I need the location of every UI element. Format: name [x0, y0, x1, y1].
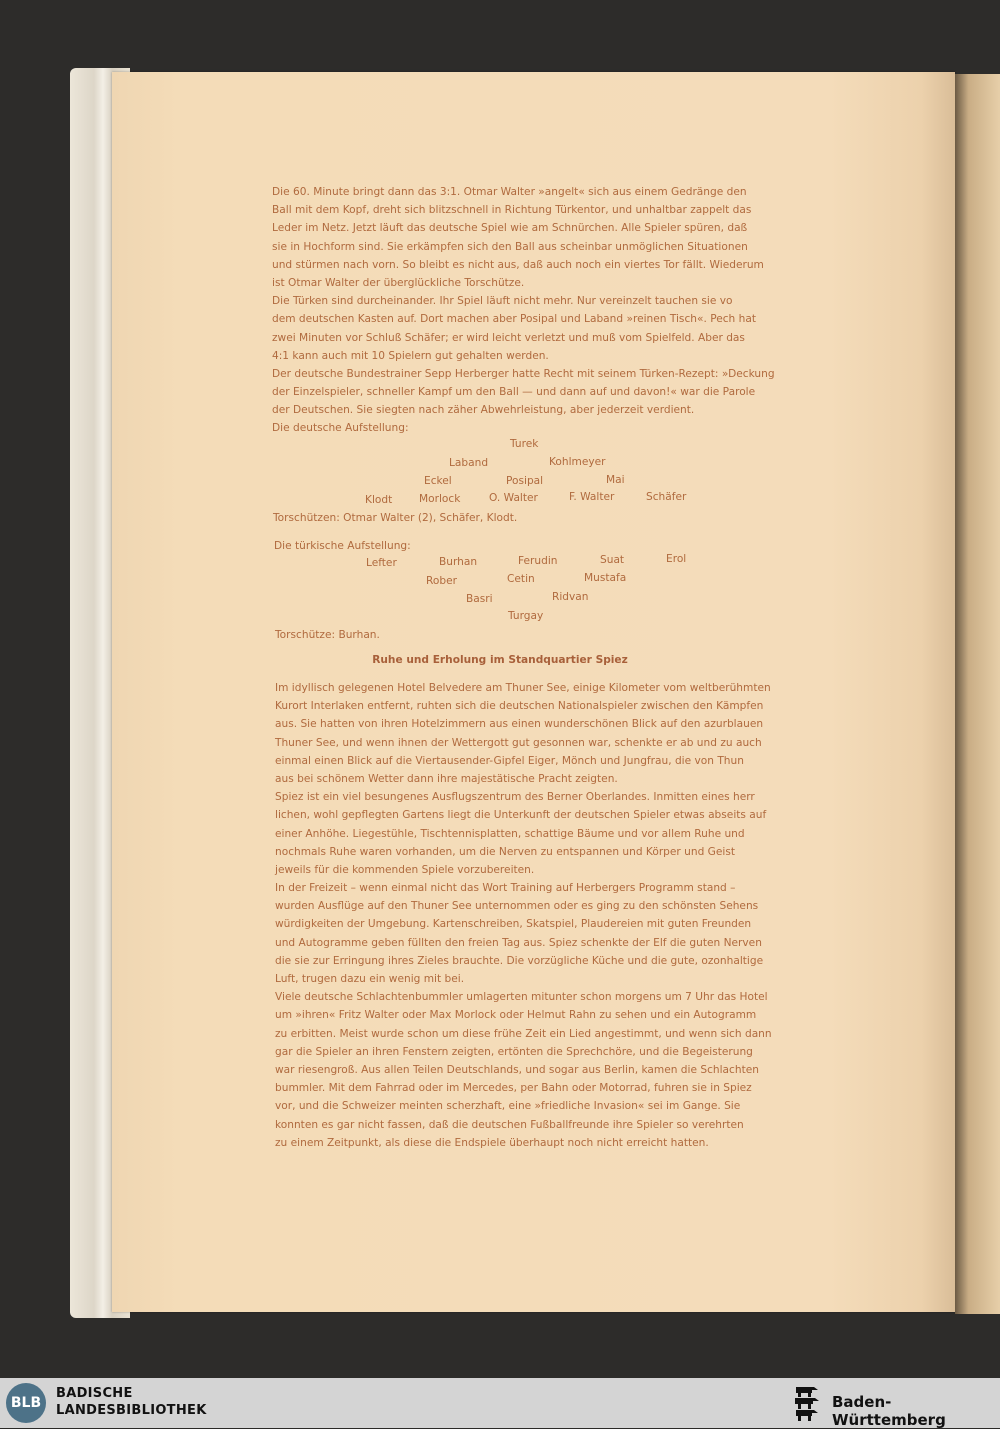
blb-logo[interactable]: BLB: [6, 1383, 46, 1423]
text-line: Im idyllisch gelegenen Hotel Belvedere am Thuner See, einige Kilometer vom weltberühmten: [275, 682, 771, 694]
german-player: Kohlmeyer: [549, 456, 606, 468]
text-line: und stürmen nach vorn. So bleibt es nicht aus, daß auch noch ein viertes Tor fällt. Wiederum: [272, 258, 764, 271]
text-line: jeweils für die kommenden Spiele vorzubereiten.: [275, 863, 535, 876]
text-block-spiez: [275, 679, 772, 1152]
text-line: der Deutschen. Sie siegten nach zäher Abwehrleistung, aber jederzeit verdient.: [272, 404, 695, 417]
text-line: Viele deutsche Schlachtenbummler umlagerten mitunter schon morgens um 7 Uhr das Hotel: [275, 991, 768, 1004]
german-scorers: Torschützen: Otmar Walter (2), Schäfer, Klodt.: [273, 512, 518, 524]
library-name-line1: BADISCHE: [56, 1386, 133, 1401]
text-line: Die 60. Minute bringt dann das 3:1. Otmar Walter »angelt« sich aus einem Gedränge den: [272, 186, 747, 198]
text-line: Die Türken sind durcheinander. Ihr Spiel läuft nicht mehr. Nur vereinzelt tauchen sie vo: [272, 295, 733, 308]
german-player: Turek: [510, 438, 539, 450]
text-line: einmal einen Blick auf die Viertausender-Gipfel Eiger, Mönch und Jungfrau, die von Thun: [275, 754, 744, 767]
turkish-player: Turgay: [508, 610, 544, 622]
text-line: zu erbitten. Meist wurde schon um diese frühe Zeit ein Lied angestimmt, und wenn sich dann: [275, 1027, 772, 1040]
german-player: F. Walter: [569, 491, 615, 503]
turkish-player: Erol: [666, 553, 687, 565]
text-line: Leder im Netz. Jetzt läuft das deutsche Spiel wie am Schnürchen. Alle Spieler spüren, daß: [272, 222, 748, 235]
turkish-player: Burhan: [439, 556, 478, 568]
text-line: die sie zur Erringung ihres Zieles brauchte. Die vorzügliche Küche und die gute, ozonhaltige: [275, 954, 764, 967]
text-line: Der deutsche Bundestrainer Sepp Herberger hatte Recht mit seinem Türken-Rezept: »Deckung: [272, 367, 775, 380]
text-line: der Einzelspieler, schneller Kampf um den Ball — und dann auf und davon!« war die Parole: [272, 386, 756, 399]
text-line: um »ihren« Fritz Walter oder Max Morlock oder Helmut Rahn zu sehen und ein Autogramm: [275, 1009, 757, 1022]
text-line: Luft, trugen dazu ein wenig mit bei.: [275, 973, 465, 985]
text-line: Thuner See, und wenn ihnen der Wettergott gut gesonnen war, schenkte er ab und zu auch: [275, 736, 762, 749]
turkish-player: Basri: [466, 593, 493, 605]
turkish-lineup-label: Die türkische Aufstellung:: [274, 540, 411, 552]
section-heading: Ruhe und Erholung im Standquartier Spiez: [372, 654, 628, 666]
text-line: konnten es gar nicht fassen, daß die deutschen Fußballfreunde ihre Spieler so verehrten: [275, 1118, 744, 1131]
text-line: zwei Minuten vor Schluß Schäfer; er wird leicht verletzt und muß vom Spielfeld. Aber das: [272, 331, 745, 344]
text-line: aus. Sie hatten von ihren Hotelzimmern aus einen wunderschönen Blick auf den azurblauen: [275, 718, 764, 731]
library-name[interactable]: [56, 1385, 207, 1419]
turkish-scorer: Torschütze: Burhan.: [275, 629, 380, 641]
text-line: zu einem Zeitpunkt, als diese die Endspiele überhaupt noch nicht erreicht hatten.: [275, 1136, 709, 1149]
german-player: Schäfer: [646, 491, 687, 503]
text-line: ist Otmar Walter der überglückliche Torschütze.: [272, 276, 525, 289]
turkish-player: Cetin: [507, 573, 535, 585]
german-player: Eckel: [424, 475, 452, 487]
turkish-player: Suat: [600, 554, 625, 566]
text-line: Kurort Interlaken entfernt, ruhten sich die deutschen Nationalspieler zwischen den Kämpfen: [275, 700, 764, 713]
german-player: Posipal: [506, 475, 544, 487]
turkish-player: Ridvan: [552, 591, 589, 603]
text-line: war riesengroß. Aus allen Teilen Deutschlands, und sogar aus Berlin, kamen die Schlachten: [275, 1063, 759, 1076]
state-name[interactable]: Baden-Württemberg: [832, 1393, 946, 1429]
text-line: lichen, wohl gepflegten Gartens liegt die Unterkunft der deutschen Spieler etwas abseits auf: [275, 809, 767, 822]
text-line: Spiez ist ein viel besungenes Ausflugszentrum des Berner Oberlandes. Inmitten eines herr: [275, 791, 755, 804]
turkish-player: Rober: [426, 575, 457, 587]
german-player: Laband: [449, 457, 489, 469]
text-line: aus bei schönem Wetter dann ihre majestätische Pracht zeigten.: [275, 772, 618, 785]
library-name-line2: LANDESBIBLIOTHEK: [56, 1403, 207, 1418]
german-player: Morlock: [419, 493, 461, 505]
text-block-match: [272, 183, 775, 438]
german-player: Mai: [606, 474, 625, 486]
turkish-player: Mustafa: [584, 572, 627, 584]
text-line: dem deutschen Kasten auf. Dort machen aber Posipal und Laband »reinen Tisch«. Pech hat: [272, 313, 756, 326]
turkish-player: Ferudin: [518, 555, 558, 567]
text-line: 4:1 kann auch mit 10 Spielern gut gehalten werden.: [272, 349, 549, 362]
text-line: und Autogramme geben füllten den freien Tag aus. Spiez schenkte der Elf die guten Nerven: [275, 936, 762, 949]
text-line: würdigkeiten der Umgebung. Kartenschreiben, Skatspiel, Plaudereien mit guten Freunden: [275, 918, 752, 931]
text-line: sie in Hochform sind. Sie erkämpfen sich den Ball aus scheinbar unmöglichen Situationen: [272, 240, 748, 253]
text-line: bummler. Mit dem Fahrrad oder im Mercedes, per Bahn oder Motorrad, fuhren sie in Spiez: [275, 1082, 752, 1095]
lions-crest-icon: [792, 1383, 822, 1423]
german-player: O. Walter: [489, 492, 538, 504]
text-line: gar die Spieler an ihren Fenstern zeigten, ertönten die Sprechchöre, und die Begeisterung: [275, 1045, 753, 1058]
turkish-player: Lefter: [366, 557, 397, 569]
german-player: Klodt: [365, 494, 393, 506]
text-line: Ball mit dem Kopf, dreht sich blitzschnell in Richtung Türkentor, und unhaltbar zappelt das: [272, 204, 752, 217]
text-line: einer Anhöhe. Liegestühle, Tischtennisplatten, schattige Bäume und vor allem Ruhe und: [275, 827, 745, 840]
german-lineup-label: Die deutsche Aufstellung:: [272, 422, 409, 435]
text-line: nochmals Ruhe waren vorhanden, um die Nerven zu entspannen und Körper und Geist: [275, 845, 735, 858]
text-line: vor, und die Schweizer meinten scherzhaft, eine »friedliche Invasion« sei im Gange. Sie: [275, 1100, 741, 1113]
text-line: wurden Ausflüge auf den Thuner See unternommen oder es ging zu den schönsten Sehens: [275, 900, 759, 913]
text-line: In der Freizeit – wenn einmal nicht das Wort Training auf Herbergers Programm stand –: [275, 882, 736, 895]
opposite-page-edge: [955, 74, 1000, 1314]
